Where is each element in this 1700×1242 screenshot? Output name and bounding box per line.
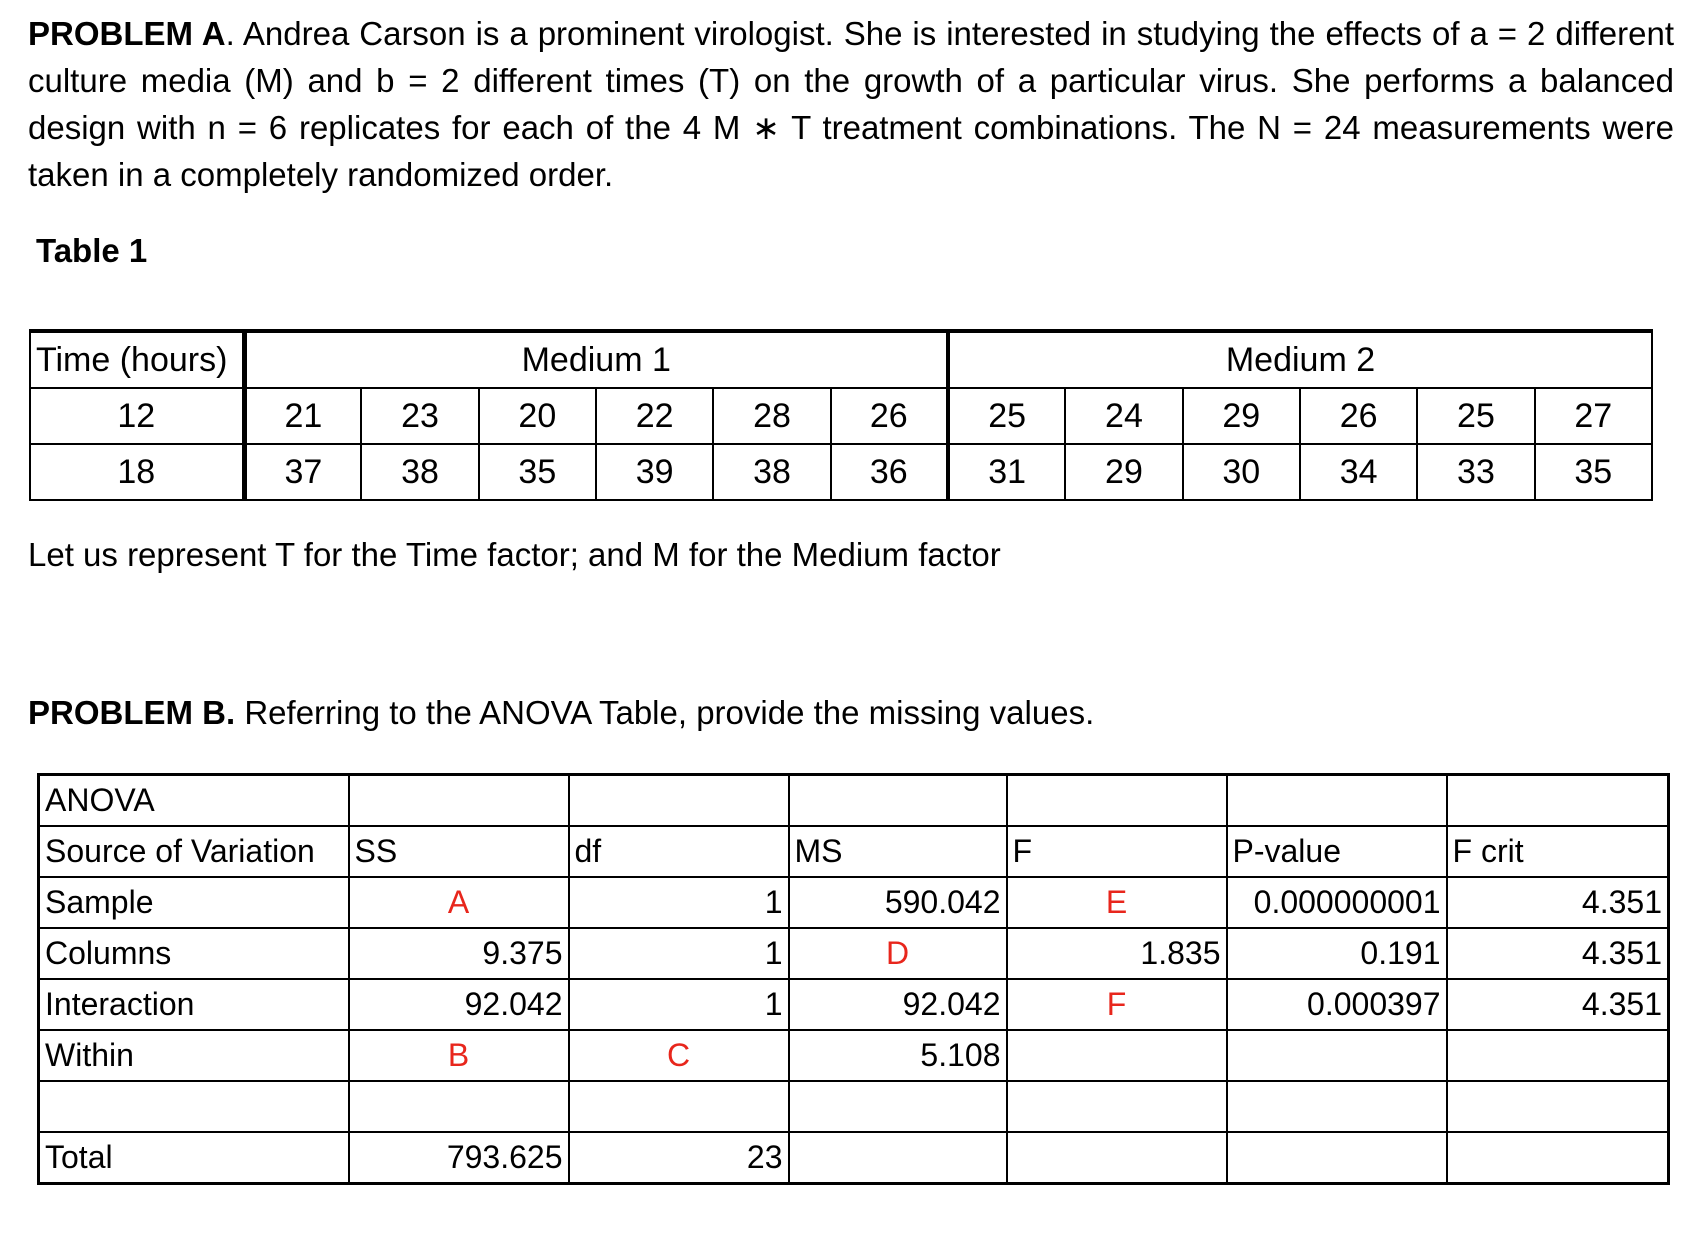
p-value-cell: 0.000000001	[1227, 877, 1447, 928]
time-cell: 12	[30, 388, 244, 444]
data-cell: 26	[1300, 388, 1417, 444]
table-row	[30, 444, 1652, 500]
ms-cell: 590.042	[789, 877, 1007, 928]
source-cell: Interaction	[39, 979, 349, 1030]
data-cell: 35	[1535, 444, 1652, 500]
ms-cell: 5.108	[789, 1030, 1007, 1081]
table1-title: Table 1	[36, 232, 148, 269]
data-cell: 26	[831, 388, 948, 444]
anova-header-row	[39, 826, 1669, 877]
problem-a-label: PROBLEM A	[28, 15, 226, 52]
header-p-value: P-value	[1227, 826, 1447, 877]
data-cell: 29	[1065, 444, 1182, 500]
source-cell: Within	[39, 1030, 349, 1081]
problem-b-paragraph	[28, 694, 1094, 732]
source-cell: Columns	[39, 928, 349, 979]
f-cell: F	[1007, 979, 1227, 1030]
df-cell: 1	[569, 979, 789, 1030]
df-cell: 1	[569, 928, 789, 979]
problem-a-text: . Andrea Carson is a prominent virologist. She is interested in studying the effects of a = 2 different culture media (M) and b = 2 different times (T) on the growth of a particular virus. She performs a balanced design with n = 6 replicates for each of the 4 M ∗ T treatment combinations. The N = 24 measurements were taken in a completely randomized order.	[28, 15, 1674, 193]
data-cell: 33	[1417, 444, 1534, 500]
factor-note: Let us represent T for the Time factor; and M for the Medium factor	[28, 536, 1001, 573]
anova-title-row	[39, 775, 1669, 827]
data-cell: 21	[244, 388, 361, 444]
problem-b-label: PROBLEM B.	[28, 694, 236, 731]
table-row	[39, 928, 1669, 979]
header-df: df	[569, 826, 789, 877]
data-cell: 31	[948, 444, 1065, 500]
data-cell: 30	[1183, 444, 1300, 500]
ms-cell: D	[789, 928, 1007, 979]
p-value-cell	[1227, 1030, 1447, 1081]
data-cell: 22	[596, 388, 713, 444]
data-cell: 23	[361, 388, 478, 444]
data-cell: 27	[1535, 388, 1652, 444]
header-source: Source of Variation	[39, 826, 349, 877]
medium2-header: Medium 2	[948, 331, 1652, 388]
anova-table	[37, 773, 1670, 1185]
table-header-row	[30, 331, 1652, 388]
header-ms: MS	[789, 826, 1007, 877]
blank-row	[39, 1081, 1669, 1132]
total-ss: 793.625	[349, 1132, 569, 1184]
data-cell: 28	[713, 388, 830, 444]
table-row	[39, 877, 1669, 928]
header-ss: SS	[349, 826, 569, 877]
ss-cell: 92.042	[349, 979, 569, 1030]
total-df: 23	[569, 1132, 789, 1184]
source-cell: Sample	[39, 877, 349, 928]
f-cell: E	[1007, 877, 1227, 928]
medium1-header: Medium 1	[244, 331, 948, 388]
data-cell: 29	[1183, 388, 1300, 444]
data-cell: 37	[244, 444, 361, 500]
f-crit-cell: 4.351	[1447, 928, 1669, 979]
f-cell: 1.835	[1007, 928, 1227, 979]
ss-cell: B	[349, 1030, 569, 1081]
time-header: Time (hours)	[30, 331, 244, 388]
ss-cell: A	[349, 877, 569, 928]
data-cell: 38	[713, 444, 830, 500]
p-value-cell: 0.000397	[1227, 979, 1447, 1030]
growth-data-table	[29, 329, 1653, 501]
data-cell: 39	[596, 444, 713, 500]
problem-a-paragraph	[28, 10, 1674, 198]
table-row	[39, 979, 1669, 1030]
ms-cell: 92.042	[789, 979, 1007, 1030]
ss-cell: 9.375	[349, 928, 569, 979]
problem-b-text: Referring to the ANOVA Table, provide the missing values.	[235, 694, 1095, 731]
data-cell: 36	[831, 444, 948, 500]
total-row	[39, 1132, 1669, 1184]
total-label: Total	[39, 1132, 349, 1184]
data-cell: 34	[1300, 444, 1417, 500]
table-row	[30, 388, 1652, 444]
f-crit-cell: 4.351	[1447, 877, 1669, 928]
data-cell: 25	[1417, 388, 1534, 444]
time-cell: 18	[30, 444, 244, 500]
table-row	[39, 1030, 1669, 1081]
df-cell: 1	[569, 877, 789, 928]
f-crit-cell	[1447, 1030, 1669, 1081]
anova-title: ANOVA	[39, 775, 349, 827]
data-cell: 38	[361, 444, 478, 500]
data-cell: 35	[479, 444, 596, 500]
data-cell: 24	[1065, 388, 1182, 444]
header-f: F	[1007, 826, 1227, 877]
df-cell: C	[569, 1030, 789, 1081]
f-crit-cell: 4.351	[1447, 979, 1669, 1030]
f-cell	[1007, 1030, 1227, 1081]
data-cell: 20	[479, 388, 596, 444]
p-value-cell: 0.191	[1227, 928, 1447, 979]
header-f-crit: F crit	[1447, 826, 1669, 877]
data-cell: 25	[948, 388, 1065, 444]
